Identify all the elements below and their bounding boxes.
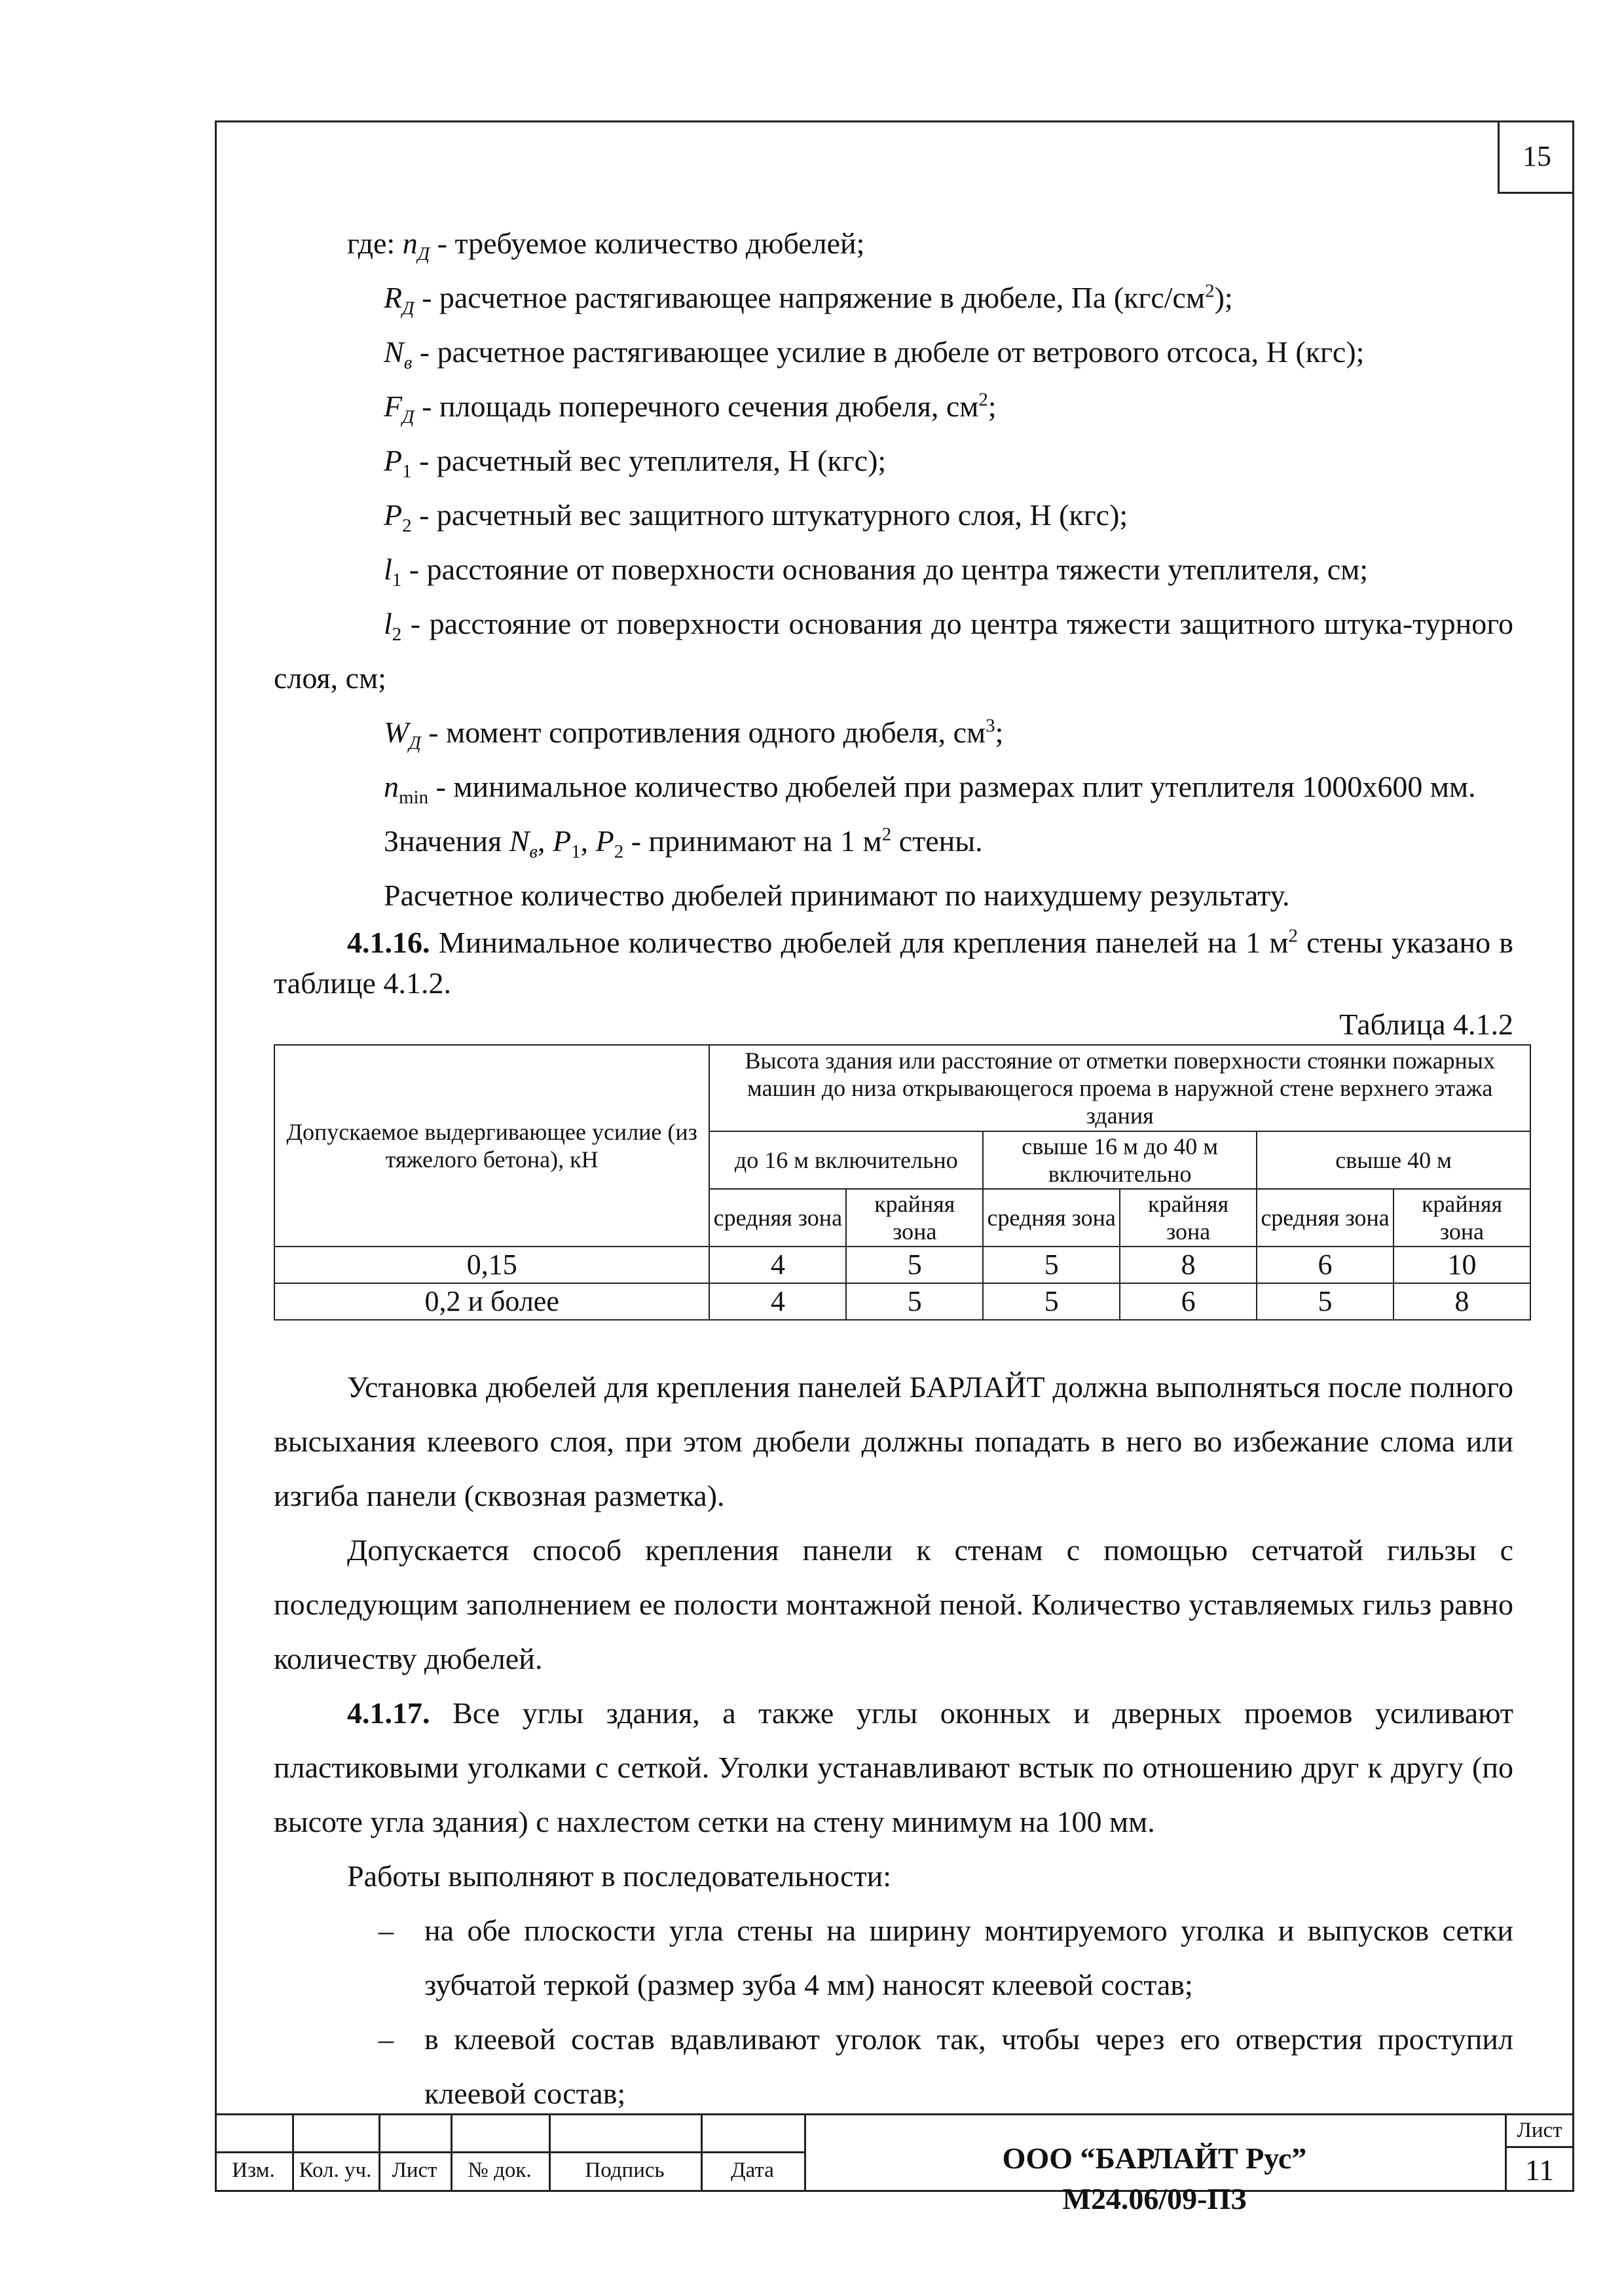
page-number: 15: [1498, 120, 1574, 194]
stamp-label: Кол. уч.: [299, 2159, 372, 2182]
title-block: [215, 2113, 1574, 2215]
group-header: Высота здания или расстояние от отметки поверхности стоянки пожарных машин до низа открывающегося проема в наружной стене верхнего этажа здания: [709, 1045, 1530, 1131]
paragraph: Допускается способ крепления панели к стенам с помощью сетчатой гильзы с последующим заполнением ее полости монтажной пеной. Количество уставляемых гильз равно количеству дюбелей.: [274, 1533, 1513, 1675]
zone-header: крайняя зона: [1393, 1189, 1530, 1247]
stamp-label: № док.: [468, 2159, 532, 2182]
stamp-label: Изм.: [232, 2159, 275, 2182]
document-code: М24.06/09-ПЗ: [1062, 2182, 1247, 2215]
definition-line: $R_Д$ - расчетное растягивающее напряжение в дюбеле, Па $(кгс/см^2)$;: [384, 280, 1233, 319]
document-body: [274, 216, 1513, 2121]
values-note: Значения $N_в$, $P_1$, $P_2$ - принимают на 1 $м^2$ стены.: [384, 824, 983, 863]
height-group: до 16 м включительно: [709, 1131, 983, 1189]
sequence-intro: Работы выполняют в последовательности:: [347, 1859, 892, 1893]
clause-4-1-17: 4.1.17. Все углы здания, а также углы оконных и дверных проемов усиливают пластиковыми уголками с сеткой. Уголки устанавливают встык по отношению друг к другу (по высоте угла здания) с нахлестом сетки на стену минимум на 100 мм.: [274, 1696, 1514, 1838]
definition-line: $n_{min}$ - минимальное количество дюбелей при размерах плит утеплителя 1000х600 мм.: [384, 770, 1476, 809]
sheet-number: 11: [1524, 2153, 1555, 2187]
table-caption: Таблица 4.1.2: [1339, 1008, 1513, 1041]
list-item: – в клеевой состав вдавливают уголок так, чтобы через его отверстия проступил клеевой состав;: [274, 2012, 1513, 2121]
stamp-label: Дата: [731, 2159, 774, 2182]
sheet-label: Лист: [1517, 2119, 1562, 2142]
zone-header: крайняя зона: [1120, 1189, 1257, 1247]
stamp-label: Подпись: [585, 2159, 665, 2182]
list-item: – на обе плоскости угла стены на ширину монтируемого уголка и выпусков сетки зубчатой теркой (размер зуба 4 мм) наносят клеевой состав;: [274, 1903, 1513, 2012]
zone-header: средняя зона: [1257, 1189, 1393, 1247]
definition-line: $F_Д$ - площадь поперечного сечения дюбеля, $см^2$;: [384, 389, 997, 428]
zone-header: крайняя зона: [846, 1189, 983, 1247]
zone-header: средняя зона: [983, 1189, 1120, 1247]
stamp-title: [804, 2138, 1505, 2219]
stamp-label: Лист: [392, 2159, 437, 2182]
zone-header: средняя зона: [709, 1189, 846, 1247]
table-row: 0,2 и более 4 5 5 6 5 8: [274, 1283, 1530, 1320]
definition-line: где: $n_Д$ - требуемое количество дюбелей;: [347, 227, 865, 265]
dash-marker: –: [378, 2022, 394, 2056]
paragraph: Установка дюбелей для крепления панелей БАРЛАЙТ должна выполняться после полного высыхания клеевого слоя, при этом дюбели должны попадать в него во избежание слома или изгиба панели (сквозная разметка).: [274, 1370, 1513, 1512]
definition-line: $l_2$ - расстояние от поверхности основания до центра тяжести защитного штука-турного слоя, см;: [274, 607, 1514, 695]
company-name: ООО “БАРЛАЙТ Рус”: [1002, 2141, 1307, 2175]
clause-4-1-16: 4.1.16. Минимальное количество дюбелей для крепления панелей на 1 $м^2$ стены указано в таблице 4.1.2.: [274, 925, 1514, 1000]
definition-line: $P_2$ - расчетный вес защитного штукатурного слоя, Н (кгс);: [384, 498, 1128, 537]
definition-line: $N_в$ - расчетное растягивающее усилие в дюбеле от ветрового отсоса, Н (кгс);: [384, 335, 1365, 374]
height-group: свыше 40 м: [1257, 1131, 1530, 1189]
row-header: Допускаемое выдергивающее усилие (из тяжелого бетона), кН: [274, 1045, 709, 1247]
height-group: свыше 16 м до 40 м включительно: [983, 1131, 1257, 1189]
dash-marker: –: [378, 1914, 394, 1947]
definition-line: $P_1$ - расчетный вес утеплителя, Н (кгс);: [384, 444, 887, 483]
calc-note: Расчетное количество дюбелей принимают по наихудшему результату.: [384, 879, 1290, 912]
definition-line: $l_1$ - расстояние от поверхности основания до центра тяжести утеплителя, см;: [384, 553, 1369, 591]
dowel-table: [274, 1044, 1531, 1321]
definition-line: $W_Д$ - момент сопротивления одного дюбеля, $см^3$;: [384, 715, 1004, 754]
table-row: 0,15 4 5 5 8 6 10: [274, 1247, 1530, 1283]
